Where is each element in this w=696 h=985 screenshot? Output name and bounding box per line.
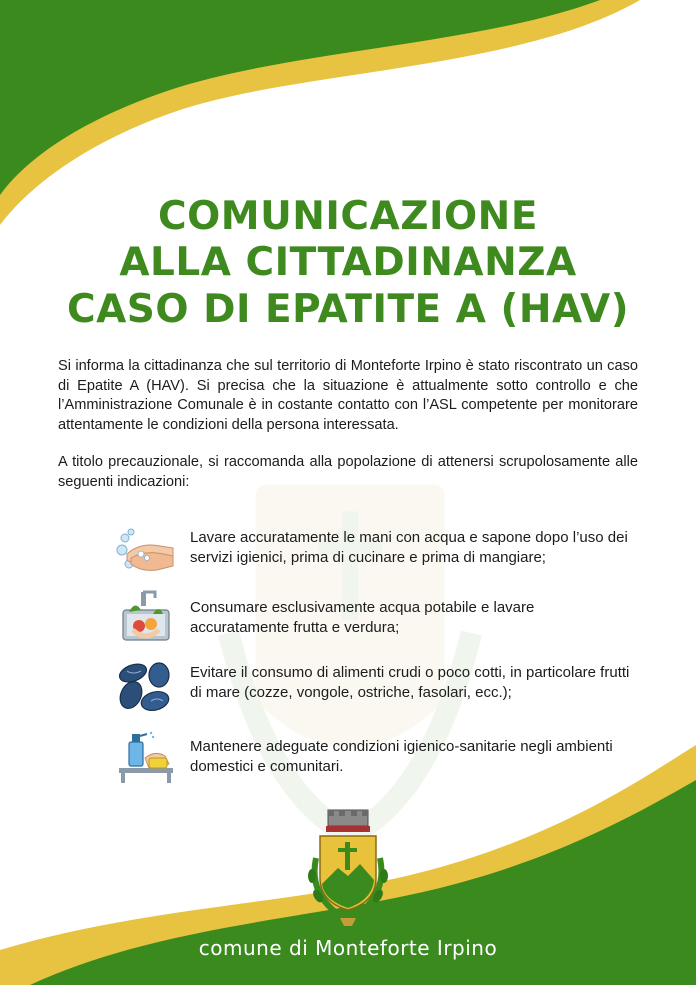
footer-municipality-name: comune di Monteforte Irpino: [198, 936, 498, 960]
crest-watermark: [215, 470, 485, 850]
hand-washing-icon: [115, 524, 177, 580]
mussels-icon: [115, 659, 177, 715]
washing-vegetables-icon: [115, 590, 177, 646]
cleaning-spray-icon: [115, 728, 177, 784]
recommendation-2: Consumare esclusivamente acqua potabile e lavare accuratamente frutta e verdura;: [190, 599, 535, 636]
recommendation-1: Lavare accuratamente le mani con acqua e sapone dopo l’uso dei servizi igienici, prima di cucinare e prima di mangiare;: [190, 529, 628, 566]
title-line-1: COMUNICAZIONE: [158, 194, 538, 239]
precaution-paragraph: A titolo precauzionale, si raccomanda alla popolazione di attenersi scrupolosamente alle seguenti indicazioni:: [58, 454, 638, 490]
municipal-crest-logo: [298, 806, 398, 932]
recommendation-3: Evitare il consumo di alimenti crudi o poco cotti, in particolare frutti di mare (cozze, vongole, ostriche, fasolari, ecc.);: [190, 664, 630, 701]
title-line-3: CASO DI EPATITE A (HAV): [66, 287, 630, 332]
title-line-2: ALLA CITTADINANZA: [119, 240, 577, 285]
recommendation-4: Mantenere adeguate condizioni igienico-sanitarie negli ambienti domestici e comunitari.: [190, 738, 613, 775]
intro-paragraph: Si informa la cittadinanza che sul territorio di Monteforte Irpino è stato riscontrato un caso di Epatite A (HAV). Si precisa che la situazione è attualmente sotto controllo e che l’Amministrazione Comunale è in costante contatto con l’ASL competente per monitorare attentamente le condizioni della persona interessata.: [58, 358, 638, 433]
